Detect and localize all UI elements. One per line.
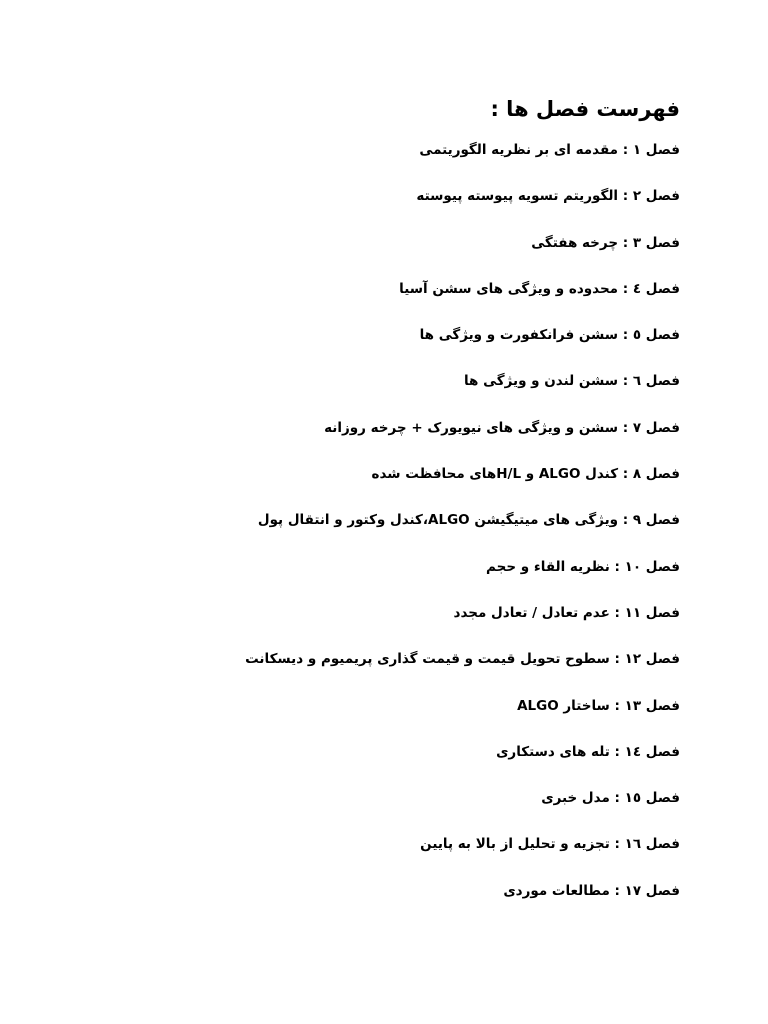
chapter-13: فصل ۱۳ : ساختار ALGO xyxy=(517,697,680,714)
chapter-3: فصل ۳ : چرخه هفتگی xyxy=(531,234,680,251)
toc-title: فهرست فصل ها : xyxy=(490,97,680,121)
chapter-5: فصل ٥ : سشن فرانکفورت و ویژگی ها xyxy=(419,327,680,344)
chapter-list xyxy=(120,140,680,927)
table-of-contents xyxy=(120,92,680,927)
chapter-11: فصل ۱۱ : عدم تعادل / تعادل مجدد xyxy=(453,604,680,621)
chapter-6: فصل ٦ : سشن لندن و ویژگی ها xyxy=(463,373,680,390)
chapter-10: فصل ۱۰ : نظریه القاء و حجم xyxy=(486,558,680,575)
chapter-2: فصل ۲ : الگوریتم تسویه پیوسته پیوسته xyxy=(416,188,680,205)
chapter-17: فصل ۱۷ : مطالعات موردی xyxy=(503,882,680,899)
chapter-12: فصل ۱۲ : سطوح تحویل قیمت و قیمت گذاری پریمیوم و دیسکانت xyxy=(245,651,680,668)
chapter-7: فصل ۷ : سشن و ویژگی های نیویورک + چرخه روزانه xyxy=(324,419,680,436)
chapter-8: فصل ۸ : کندل ALGO و H/Lهای محافظت شده xyxy=(371,466,680,483)
chapter-9: فصل ۹ : ویژگی های میتیگیشن ALGO،کندل وکتور و انتقال پول xyxy=(257,512,680,529)
chapter-1: فصل ۱ : مقدمه ای بر نظریه الگوریتمی xyxy=(419,142,680,158)
chapter-16: فصل ١٦ : تجزیه و تحلیل از بالا به پایین xyxy=(420,836,680,853)
chapter-4: فصل ٤ : محدوده و ویژگی های سشن آسیا xyxy=(399,280,680,297)
chapter-15: فصل ١٥ : مدل خبری xyxy=(541,790,680,807)
chapter-14: فصل ١٤ : تله های دستکاری xyxy=(496,743,680,760)
